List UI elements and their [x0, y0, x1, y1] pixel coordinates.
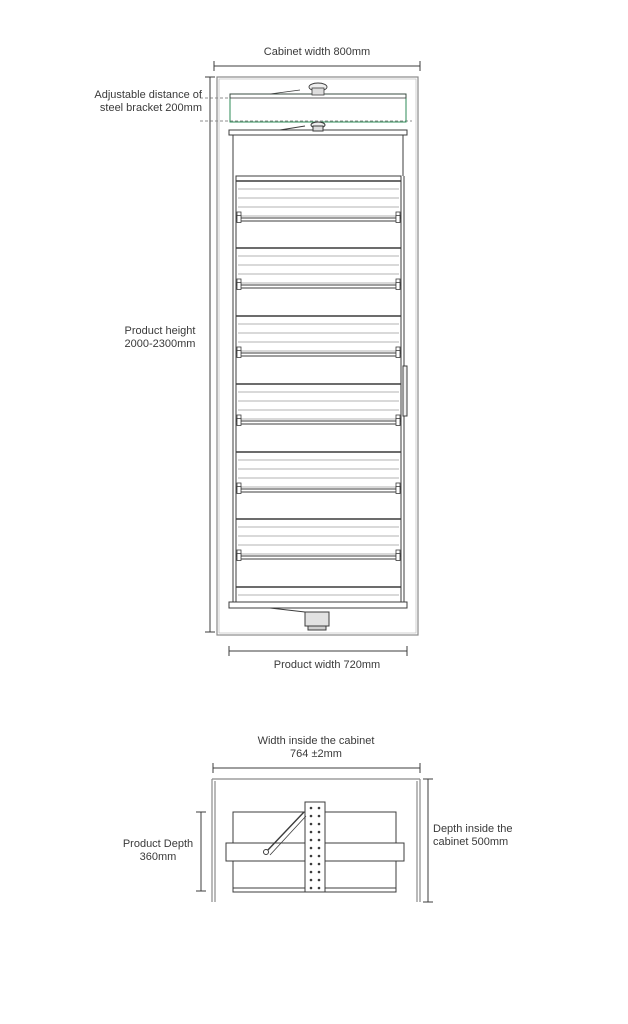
inside-depth-line1: Depth inside the — [433, 823, 513, 835]
product-depth-line1: Product Depth — [122, 838, 194, 850]
post-hole — [318, 839, 321, 842]
product-height-dimension — [205, 77, 215, 632]
inside-width-label — [200, 735, 432, 761]
front-view — [200, 61, 420, 656]
cabinet-width-label: Cabinet width 800mm — [263, 46, 371, 58]
shelf — [236, 587, 401, 595]
post-hole — [318, 815, 321, 818]
post-hole — [318, 863, 321, 866]
product-top-body — [226, 802, 404, 892]
product-width-label: Product width 720mm — [273, 659, 381, 671]
product-depth-label — [110, 838, 206, 864]
shelf — [236, 452, 401, 494]
bracket-dimension — [200, 98, 412, 121]
top-view — [196, 763, 433, 902]
rack-handle — [403, 366, 407, 416]
post-hole — [310, 815, 313, 818]
rack-body — [233, 176, 404, 602]
post-hole — [310, 831, 313, 834]
post-hole — [310, 807, 313, 810]
post-hole — [318, 847, 321, 850]
bottom-base — [229, 602, 407, 630]
post-hole — [310, 863, 313, 866]
product-width-dimension — [229, 646, 407, 656]
post-hole — [310, 847, 313, 850]
product-depth-line2: 360mm — [139, 851, 177, 863]
post-hole — [318, 807, 321, 810]
post-hole — [310, 879, 313, 882]
post-hole — [318, 831, 321, 834]
shelf — [236, 384, 401, 426]
cabinet-width-dimension — [214, 61, 420, 71]
post-hole — [310, 887, 313, 890]
post-hole — [310, 823, 313, 826]
inside-width-line2: 764 ±2mm — [290, 748, 342, 760]
post-hole — [310, 855, 313, 858]
rack-shelves — [236, 181, 401, 595]
shelf — [236, 316, 401, 358]
inside-depth-dimension — [423, 779, 433, 902]
product-height-line1: Product height — [124, 325, 196, 337]
bracket-distance-line2: steel bracket 200mm — [99, 102, 202, 114]
adjustable-bracket — [230, 83, 406, 122]
inside-width-line1: Width inside the cabinet — [257, 735, 375, 747]
bracket-distance-line1: Adjustable distance of — [94, 89, 202, 101]
bracket-distance-label — [40, 89, 202, 115]
product-height-line2: 2000-2300mm — [124, 338, 196, 350]
post-hole — [318, 823, 321, 826]
post-hole — [318, 887, 321, 890]
post-hole — [318, 855, 321, 858]
post-hole — [318, 879, 321, 882]
shelf — [236, 181, 401, 223]
upper-mount — [229, 122, 407, 176]
inside-width-dimension — [213, 763, 420, 773]
shelf — [236, 519, 401, 561]
shelf — [236, 248, 401, 290]
inside-depth-line2: cabinet 500mm — [433, 836, 509, 848]
post-hole — [310, 839, 313, 842]
post-hole — [318, 871, 321, 874]
product-height-label — [110, 325, 210, 351]
inside-depth-label — [433, 823, 543, 849]
post-hole — [310, 871, 313, 874]
